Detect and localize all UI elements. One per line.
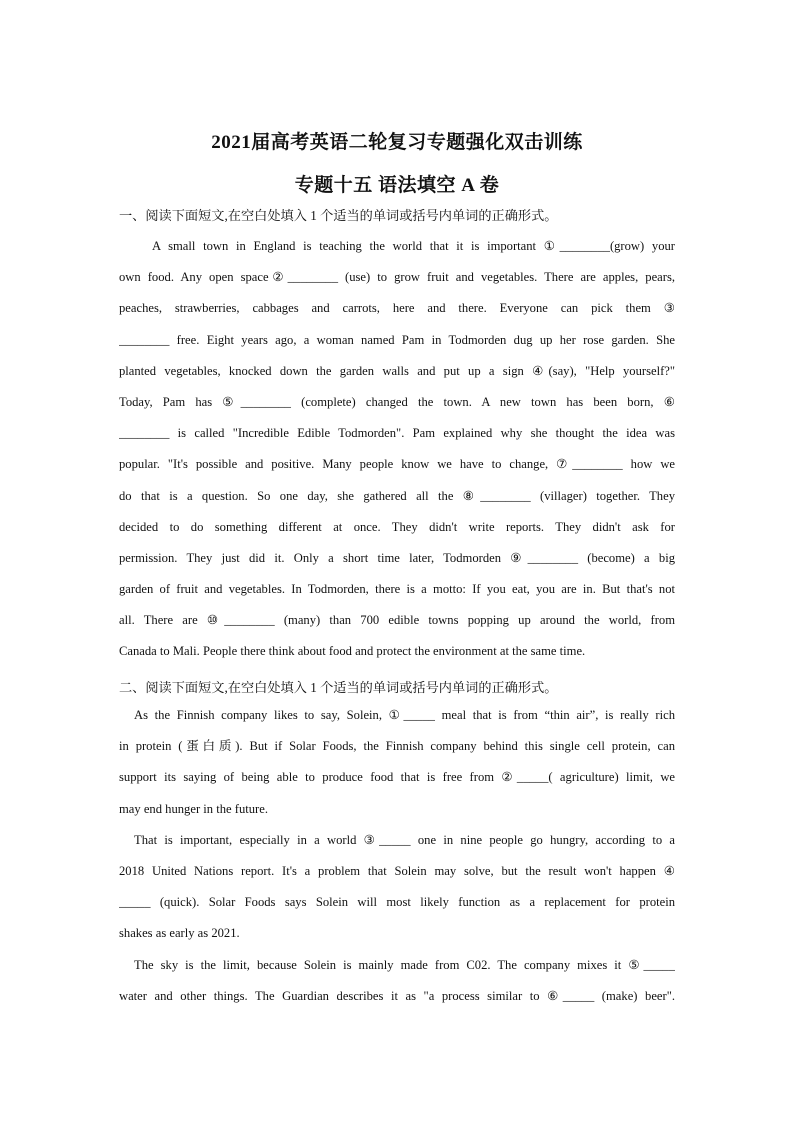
passage-line: A small town in England is teaching the world that it is important ①________(grow) your: [152, 239, 675, 253]
document-title: 2021届高考英语二轮复习专题强化双击训练: [211, 132, 583, 153]
passage-line: water and other things. The Guardian describes it as "a process similar to ⑥_____ (make) beer".: [119, 988, 675, 1003]
passage-line: Canada to Mali. People there think about food and protect the environment at the same time.: [119, 644, 586, 659]
section2-passage: [119, 700, 675, 1012]
passage-line: That is important, especially in a world ③_____ one in nine people go hungry, according to a: [134, 832, 675, 847]
passage-line: ________ is called "Incredible Edible Todmorden". Pam explained why she thought the idea was: [119, 426, 675, 441]
passage-line: own food. Any open space②________ (use) to grow fruit and vegetables. There are apples, pears,: [119, 270, 675, 285]
passage-line: do that is a question. So one day, she gathered all the ⑧________ (villager) together. They: [119, 488, 675, 503]
passage-line: As the Finnish company likes to say, Solein, ①_____ meal that is from “thin air”, is really rich: [134, 708, 675, 722]
passage-line: all. There are ⑩________ (many) than 700 edible towns popping up around the world, from: [119, 613, 675, 628]
passage-line: The sky is the limit, because Solein is mainly made from C02. The company mixes it ⑤_____: [134, 957, 675, 972]
section1-passage: [119, 231, 675, 668]
passage-line: popular. "It's possible and positive. Many people know we have to change, ⑦________ how we: [119, 457, 675, 472]
document-subtitle: 专题十五 语法填空 A 卷: [294, 175, 500, 196]
passage-line: peaches, strawberries, cabbages and carrots, here and there. Everyone can pick them ③: [119, 301, 675, 316]
passage-line: support its saying of being able to produce food that is free from ②_____( agriculture) limit, we: [119, 770, 675, 785]
passage-line: permission. They just did it. Only a short time later, Todmorden ⑨________ (become) a big: [119, 550, 675, 565]
passage-line: shakes as early as 2021.: [119, 926, 240, 941]
passage-line: garden of fruit and vegetables. In Todmorden, there is a motto: If you eat, you are in. But that's not: [119, 582, 675, 597]
passage-line: _____ (quick). Solar Foods says Solein will most likely function as a replacement for protein: [119, 895, 675, 910]
passage-line: in protein (蛋白质). But if Solar Foods, the Finnish company behind this single cell protein, can: [119, 739, 675, 754]
passage-line: ________ free. Eight years ago, a woman named Pam in Todmorden dug up her rose garden. She: [119, 332, 675, 347]
passage-line: may end hunger in the future.: [119, 801, 268, 816]
section1-heading: 一、阅读下面短文,在空白处填入 1 个适当的单词或括号内单词的正确形式。: [119, 208, 558, 223]
passage-line: planted vegetables, knocked down the garden walls and put up a sign ④(say), "Help yourself?": [119, 363, 675, 378]
passage-line: Today, Pam has ⑤________ (complete) changed the town. A new town has been born, ⑥: [119, 394, 675, 409]
passage-line: 2018 United Nations report. It's a problem that Solein may solve, but the result won't happen ④: [119, 863, 675, 878]
passage-line: decided to do something different at once. They didn't write reports. They didn't ask for: [119, 519, 675, 534]
section2-heading: 二、阅读下面短文,在空白处填入 1 个适当的单词或括号内单词的正确形式。: [119, 680, 558, 695]
